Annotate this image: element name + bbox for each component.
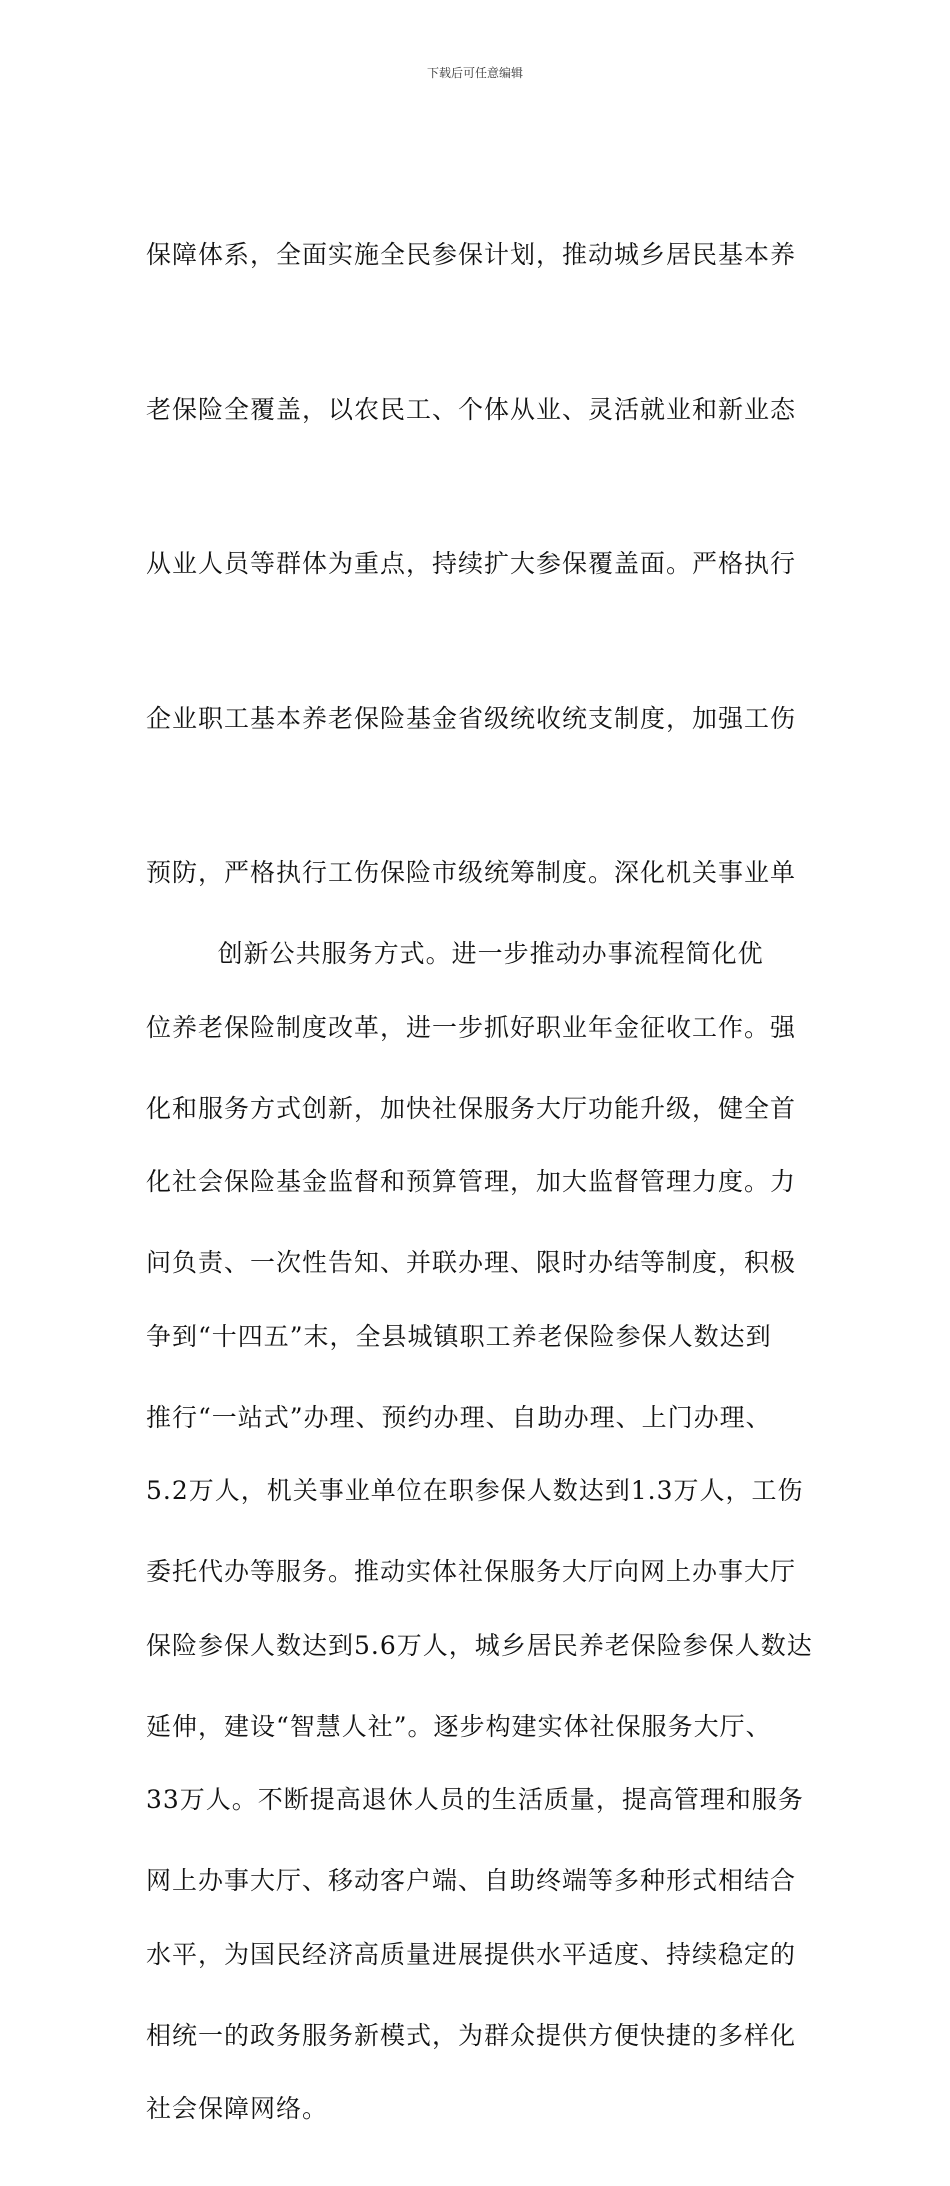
text-line: 位养老保险制度改革，进一步抓好职业年金征收工作。强: [146, 1012, 797, 1042]
text-line: 延伸，建设“智慧人社”。逐步构建实体社保服务大厅、: [146, 1711, 772, 1741]
text-line: 保险参保人数达到5.6万人，城乡居民养老保险参保人数达: [146, 1630, 813, 1660]
text-line: 化和服务方式创新，加快社保服务大厅功能升级，健全首: [146, 1093, 797, 1123]
text-line: 33万人。不断提高退休人员的生活质量，提高管理和服务: [146, 1785, 804, 1814]
text-line: 保障体系，全面实施全民参保计划，推动城乡居民基本养: [146, 240, 797, 269]
text-line: 问负责、一次性告知、并联办理、限时办结等制度，积极: [146, 1248, 797, 1277]
text-line: 5.2万人，机关事业单位在职参保人数达到1.3万人，工伤: [146, 1476, 804, 1505]
text-line: 推行“一站式”办理、预约办理、自助办理、上门办理、: [146, 1402, 772, 1432]
paragraph-public-service: [146, 825, 796, 2113]
text-line: 企业职工基本养老保险基金省级统收统支制度，加强工伤: [146, 703, 797, 733]
text-line: 社会保障网络。: [146, 2094, 329, 2123]
page-header: 下载后可任意编辑: [426, 66, 523, 80]
text-line: 从业人员等群体为重点，持续扩大参保覆盖面。严格执行: [146, 549, 797, 578]
text-line: 委托代办等服务。推动实体社保服务大厅向网上办事大厅: [146, 1557, 797, 1586]
text-line: 老保险全覆盖，以农民工、个体从业、灵活就业和新业态: [146, 394, 797, 424]
text-line: 网上办事大厅、移动客户端、自助终端等多种形式相结合: [146, 1866, 797, 1895]
text-line: 水平，为国民经济高质量进展提供水平适度、持续稳定的: [146, 1939, 797, 1969]
text-line: 争到“十四五”末，全县城镇职工养老保险参保人数达到: [146, 1321, 772, 1351]
text-line: 创新公共服务方式。进一步推动办事流程简化优: [146, 939, 764, 968]
text-line: 预防，严格执行工伤保险市级统筹制度。深化机关事业单: [146, 858, 797, 887]
text-line: 相统一的政务服务新模式，为群众提供方便快捷的多样化: [146, 2020, 797, 2050]
text-line: 化社会保险基金监督和预算管理，加大监督管理力度。力: [146, 1167, 797, 1196]
